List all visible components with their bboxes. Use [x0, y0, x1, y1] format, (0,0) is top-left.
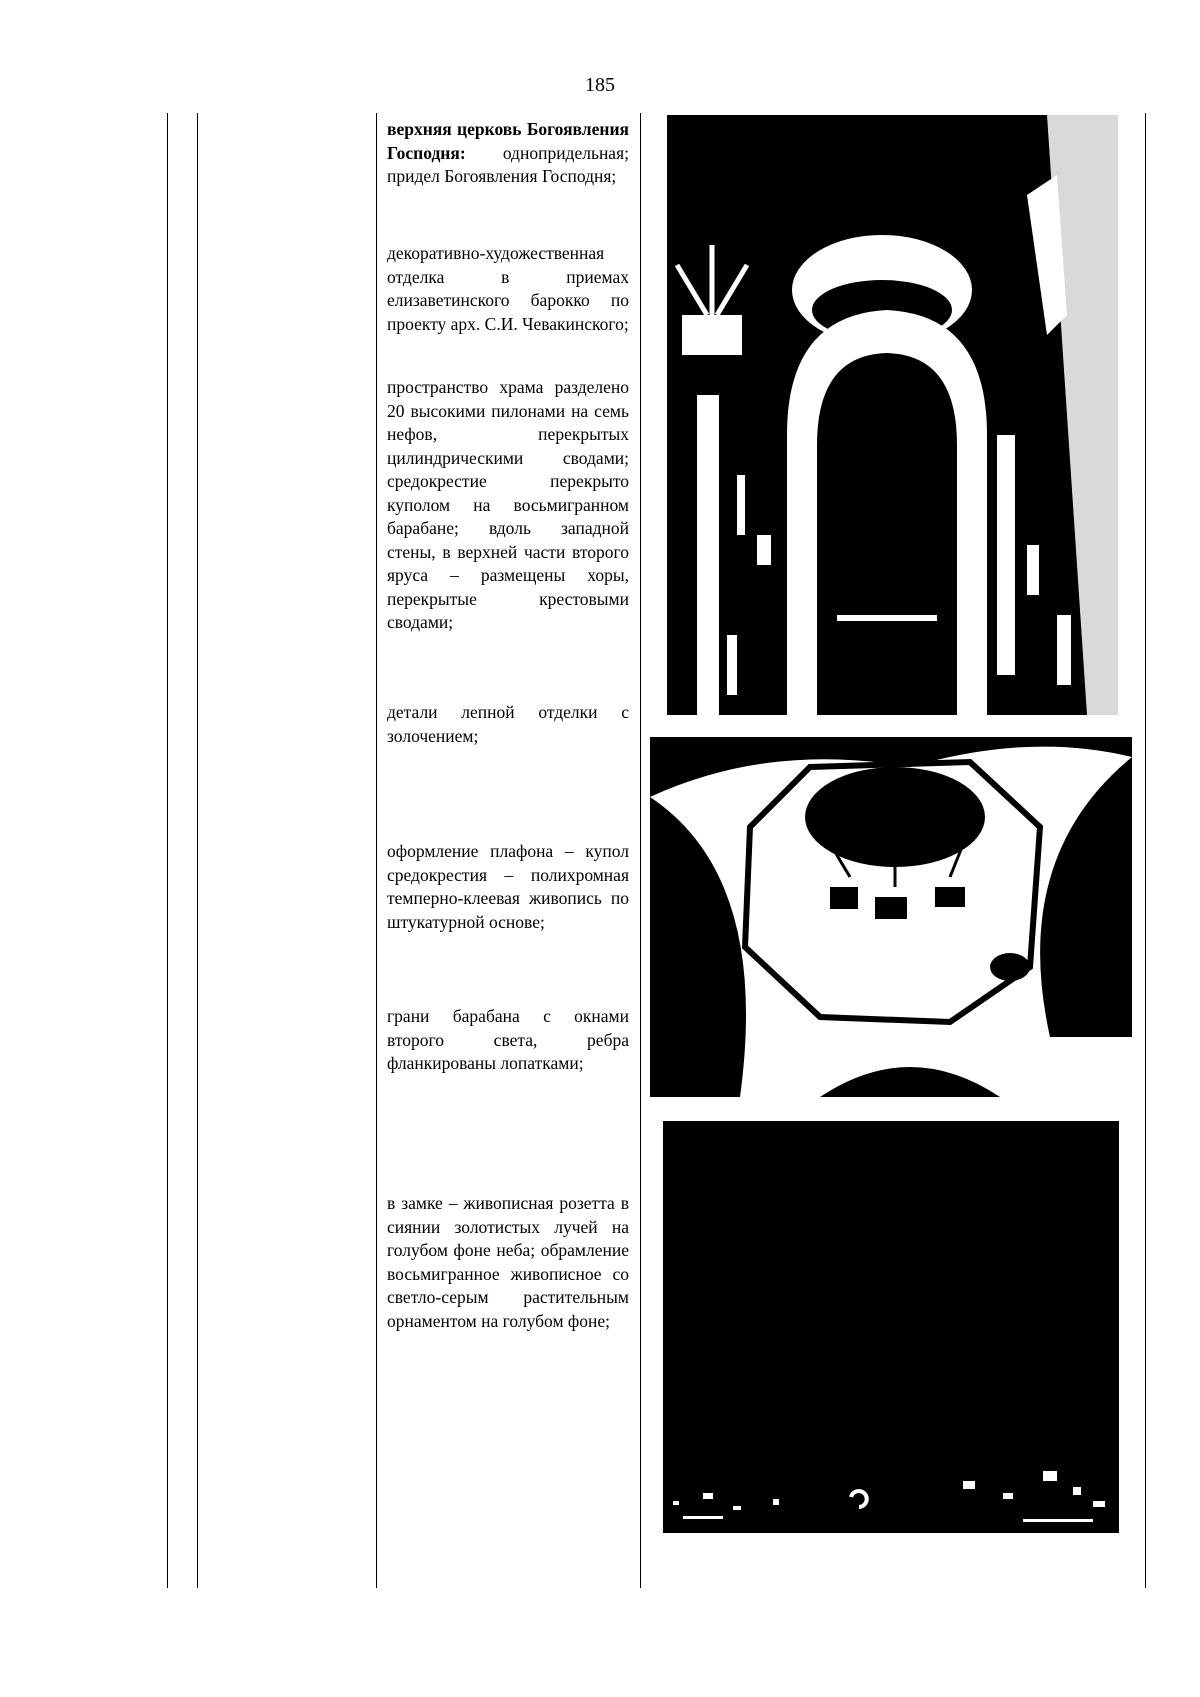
- paragraph-text: грани барабана с окнами второго света, ребра фланкированы лопатками;: [387, 1006, 629, 1073]
- paragraph-text: декоративно-художественная отделка в приемах елизаветинского барокко по проекту арх. С.И. Чевакинского;: [387, 243, 629, 334]
- paragraph-text: пространство храма разделено 20 высокими пилонами на семь нефов, перекрытых цилиндрическими сводами; средокрестие перекрыто куполом на восьмигранном барабане; вдоль западной стены, в верхней части второго яруса – размещены хоры, перекрытые крестовыми сводами;: [387, 377, 629, 632]
- table-border-text-right: [640, 113, 641, 1588]
- table-border-text-left: [376, 113, 377, 1588]
- table-border-left-inner: [197, 113, 198, 1588]
- paragraph-text: в замке – живописная розетта в сиянии золотистых лучей на голубом фоне неба; обрамление восьмигранное живописное со светло-серым растительным орнаментом на голубом фоне;: [387, 1193, 629, 1331]
- section-heading: верхняя церковь Богоявления Господня:: [387, 119, 629, 163]
- paragraph-space: [387, 376, 629, 635]
- dome-view-photo: [650, 737, 1132, 1097]
- table-border-right: [1145, 113, 1146, 1588]
- description-heading-block: [387, 118, 629, 189]
- page-number: 185: [585, 74, 615, 96]
- paragraph-text: оформление плафона – купол средокрестия – полихромная темперно-клеевая живопись по штукатурной основе;: [387, 841, 629, 932]
- paragraph-plafond: [387, 840, 629, 934]
- table-border-left-outer: [167, 113, 168, 1588]
- interior-view-photo: [667, 115, 1118, 715]
- paragraph-rosette: [387, 1192, 629, 1333]
- section-heading-rest: однопридельная; придел Богоявления Господня;: [387, 142, 629, 186]
- paragraph-stucco: [387, 701, 629, 748]
- paragraph-text: детали лепной отделки с золочением;: [387, 702, 629, 746]
- paragraph-decoration: [387, 242, 629, 336]
- rosette-dark-photo: [663, 1121, 1119, 1533]
- paragraph-drum: [387, 1005, 629, 1076]
